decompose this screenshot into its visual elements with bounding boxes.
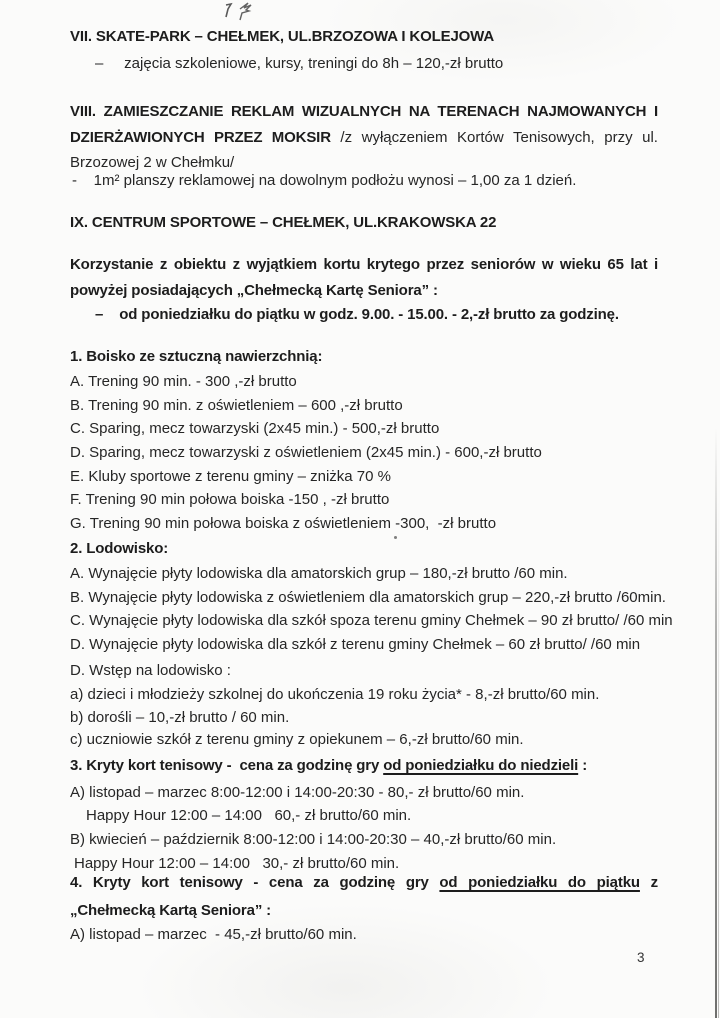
- list-item: C. Wynajęcie płyty lodowiska dla szkół spoza terenu gminy Chełmek – 90 zł brutto/ /60 min: [70, 612, 673, 629]
- scan-edge-artifact-secondary: [718, 500, 719, 1018]
- page-number: 3: [637, 950, 645, 965]
- list-item: A) listopad – marzec 8:00-12:00 i 14:00-20:30 - 80,- zł brutto/60 min.: [70, 784, 525, 801]
- scan-dot-artifact: [394, 536, 397, 539]
- subsection-3-heading: [70, 756, 587, 775]
- section-ix-intro: Korzystanie z obiektu z wyjątkiem kortu krytego przez seniorów w wieku 65 lat i powyżej posiadających „Chełmecką Kartę Seniora” :: [70, 256, 658, 299]
- list-item: C. Sparing, mecz towarzyski (2x45 min.) - 500,-zł brutto: [70, 420, 440, 437]
- subsection-4-heading-prefix: 4. Kryty kort tenisowy - cena za godzinę gry: [70, 874, 440, 891]
- handwritten-mark-icon: [222, 1, 256, 28]
- subsection-3-heading-suffix: :: [578, 757, 588, 774]
- list-item: b) dorośli – 10,-zł brutto / 60 min.: [70, 709, 290, 726]
- list-item: B. Wynajęcie płyty lodowiska z oświetleniem dla amatorskich grup – 220,-zł brutto /60min.: [70, 589, 666, 606]
- subsection-3-heading-prefix: 3. Kryty kort tenisowy - cena za godzinę gry: [70, 757, 384, 774]
- list-item: B. Trening 90 min. z oświetleniem – 600 ,-zł brutto: [70, 397, 403, 414]
- subsection-4-heading-underlined: od poniedziałku do piątku: [439, 874, 640, 891]
- section-viii-item: - 1m² planszy reklamowej na dowolnym podłożu wynosi – 1,00 za 1 dzień.: [72, 172, 577, 189]
- list-item: D. Sparing, mecz towarzyski z oświetleniem (2x45 min.) - 600,-zł brutto: [70, 444, 542, 461]
- section-viii-heading-note: /z wyłączeniem Kortów Tenisowych, przy ul. Brzozowej 2 w Chełmku/: [70, 128, 658, 171]
- list-item: A) listopad – marzec - 45,-zł brutto/60 min.: [70, 926, 357, 943]
- list-item: A. Wynajęcie płyty lodowiska dla amatorskich grup – 180,-zł brutto /60 min.: [70, 565, 568, 582]
- section-vii-item: – zajęcia szkoleniowe, kursy, treningi do 8h – 120,-zł brutto: [95, 55, 504, 72]
- subsection-1-heading: 1. Boisko ze sztuczną nawierzchnią:: [70, 348, 323, 365]
- list-item: B) kwiecień – październik 8:00-12:00 i 14:00-20:30 – 40,-zł brutto/60 min.: [70, 831, 557, 848]
- section-ix-senior-rate: – od poniedziałku do piątku w godz. 9.00. - 15.00. - 2,-zł brutto za godzinę.: [95, 306, 619, 323]
- section-vii-heading: VII. SKATE-PARK – CHEŁMEK, UL.BRZOZOWA I KOLEJOWA: [70, 28, 495, 45]
- subsection-4-heading-suffix: z „Chełmecką Kartą Seniora” :: [70, 874, 658, 919]
- list-item: A. Trening 90 min. - 300 ,-zł brutto: [70, 373, 297, 390]
- scan-edge-artifact: [715, 428, 717, 1018]
- list-item: E. Kluby sportowe z terenu gminy – zniżka 70 %: [70, 468, 391, 485]
- list-item: G. Trening 90 min połowa boiska z oświetleniem -300, -zł brutto: [70, 515, 497, 532]
- list-item: Happy Hour 12:00 – 14:00 60,- zł brutto/60 min.: [86, 807, 412, 824]
- subsection-4-heading: [70, 869, 658, 924]
- section-ix-heading: IX. CENTRUM SPORTOWE – CHEŁMEK, UL.KRAKOWSKA 22: [70, 214, 497, 231]
- list-item: a) dzieci i młodzieży szkolnej do ukończenia 19 roku życia* - 8,-zł brutto/60 min.: [70, 686, 600, 703]
- subsection-2-heading: 2. Lodowisko:: [70, 540, 169, 557]
- list-item: D. Wstęp na lodowisko :: [70, 662, 231, 679]
- list-item: D. Wynajęcie płyty lodowiska dla szkół z terenu gminy Chełmek – 60 zł brutto/ /60 min: [70, 636, 641, 653]
- list-item: Happy Hour 12:00 – 14:00 30,- zł brutto/60 min.: [74, 855, 400, 872]
- section-viii-heading-bold: VIII. ZAMIESZCZANIE REKLAM WIZUALNYCH NA TERENACH NAJMOWANYCH I DZIERŻAWIONYCH PRZEZ MOKSIR: [70, 103, 658, 146]
- subsection-3-heading-underlined: od poniedziałku do niedzieli: [383, 757, 579, 774]
- section-viii-heading: [70, 99, 658, 176]
- list-item: c) uczniowie szkół z terenu gminy z opiekunem – 6,-zł brutto/60 min.: [70, 731, 524, 748]
- list-item: F. Trening 90 min połowa boiska -150 , -zł brutto: [70, 491, 390, 508]
